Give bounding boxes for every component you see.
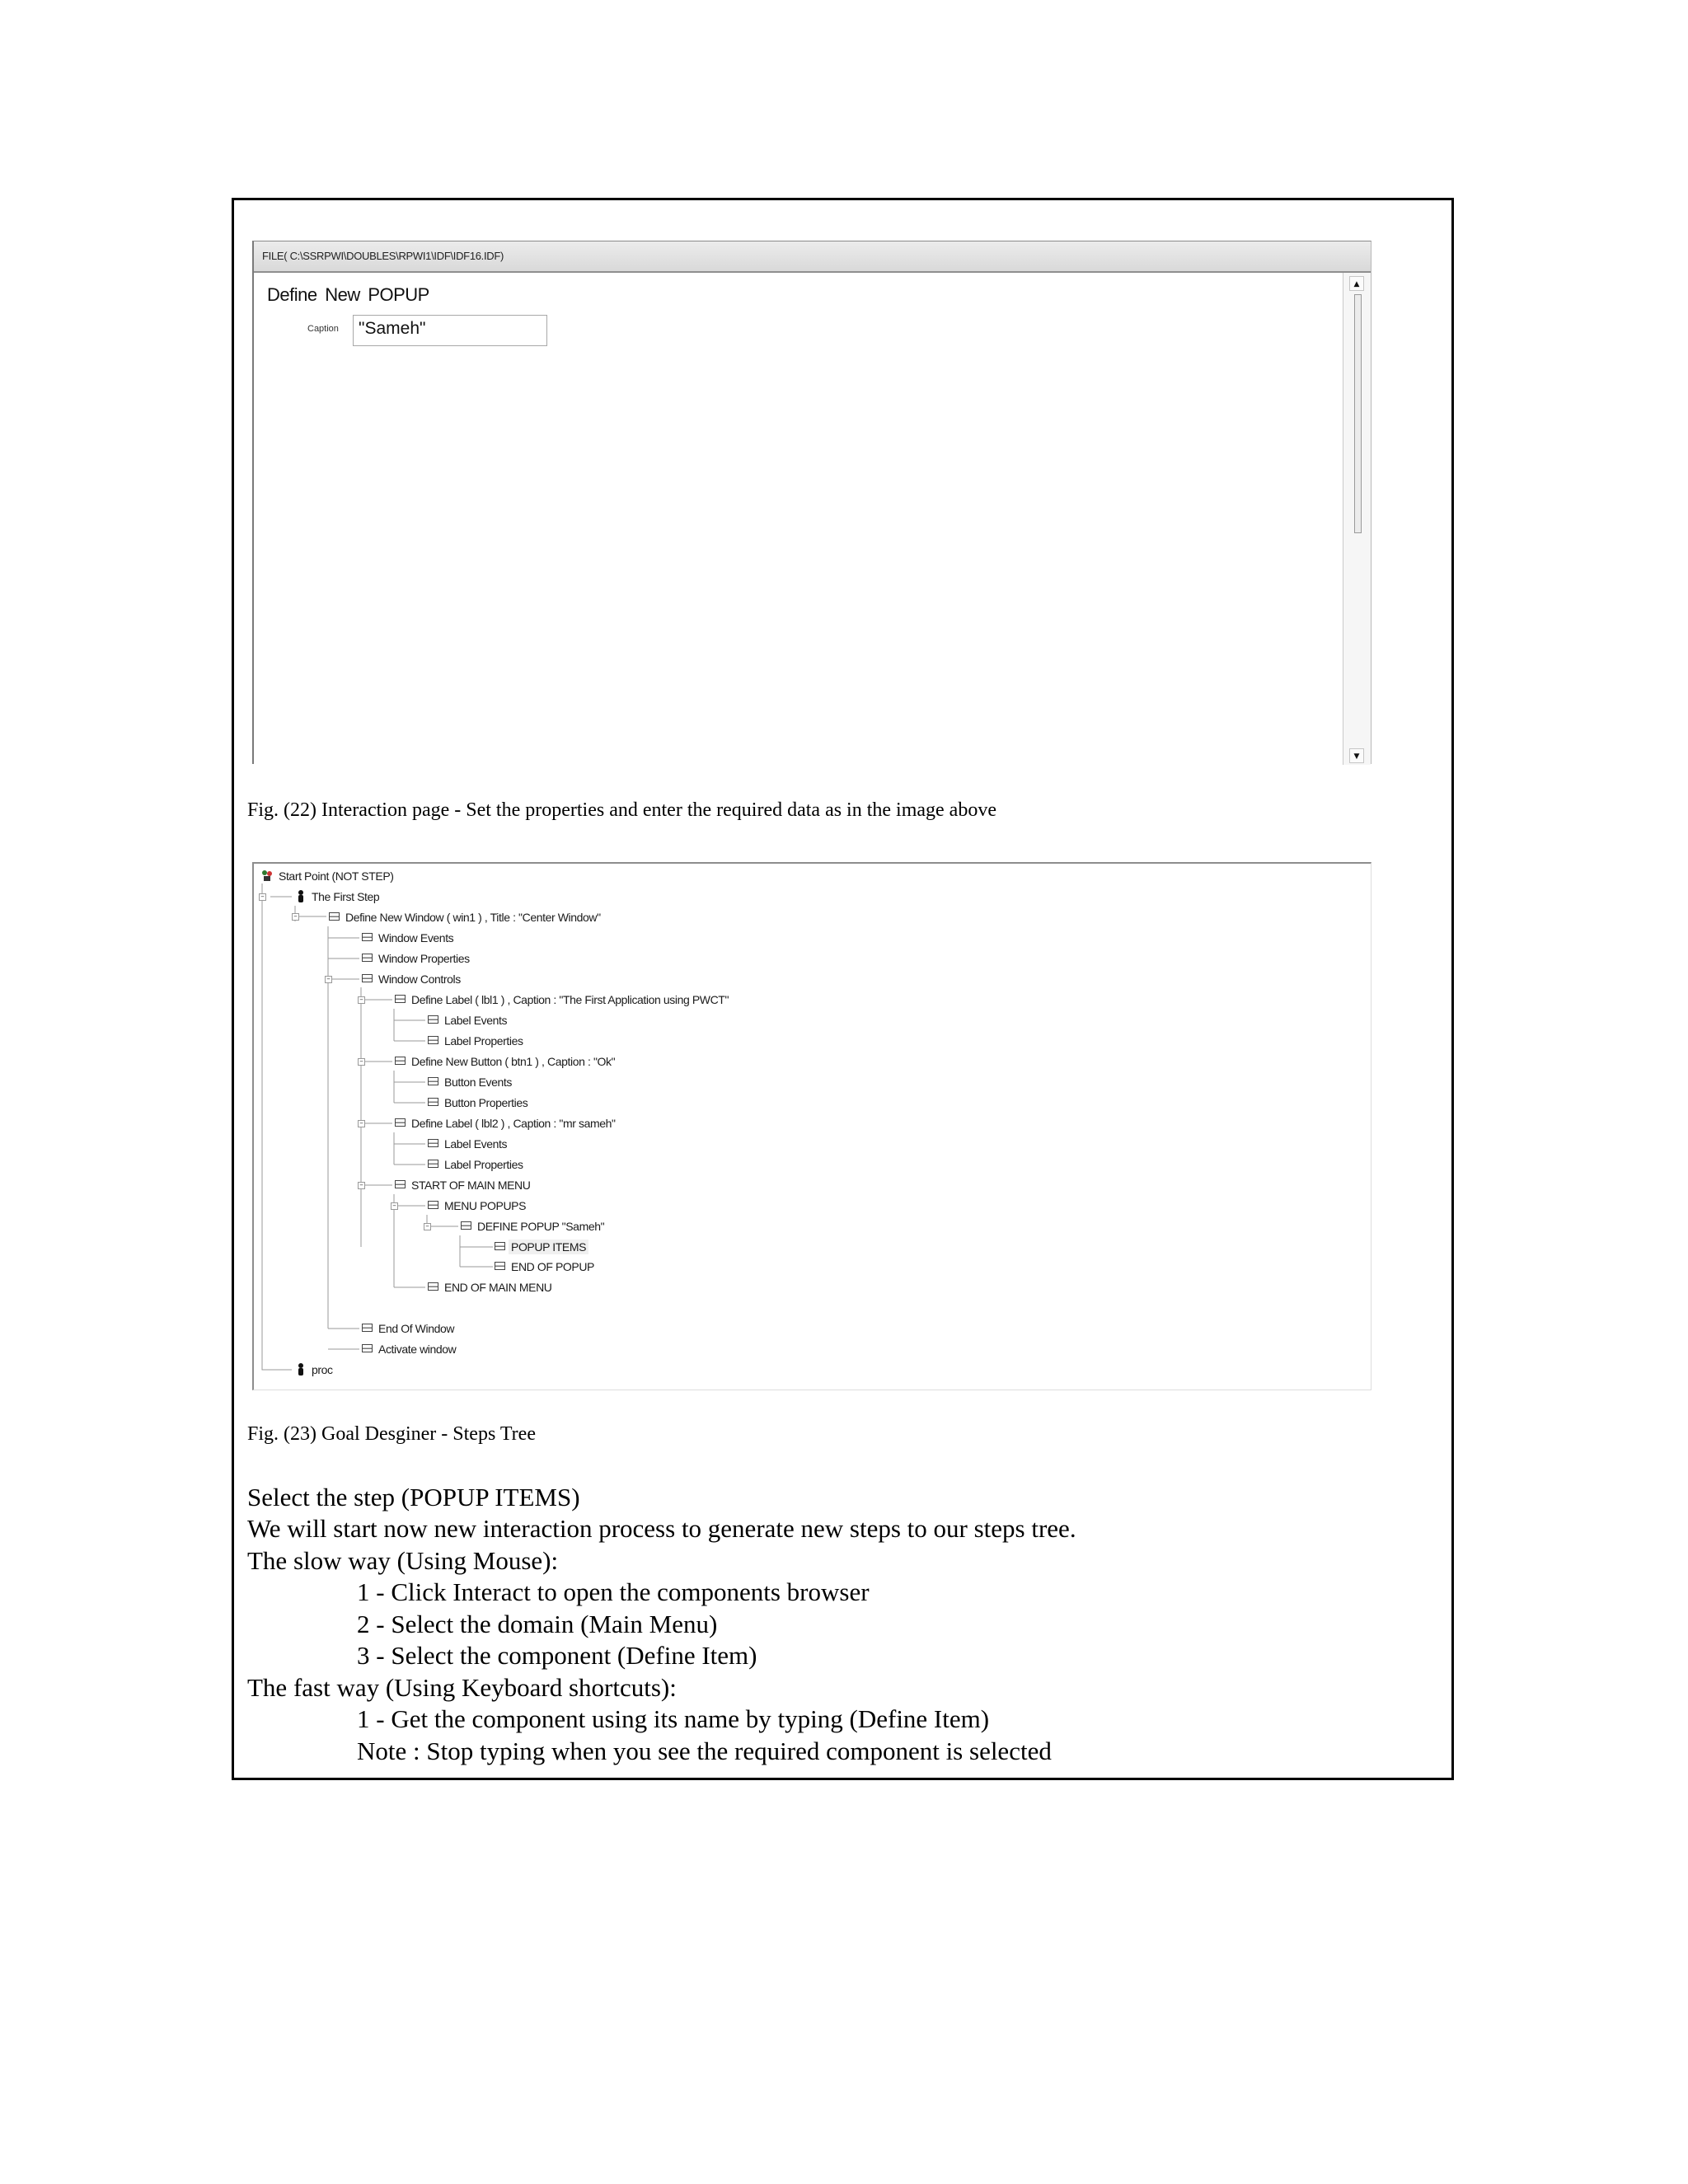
tree-node-proc[interactable]: proc: [312, 1361, 333, 1379]
tree-node-activate-window[interactable]: Activate window: [378, 1340, 456, 1358]
step-box-icon: [428, 1160, 438, 1168]
instruction-step: 2 - Select the domain (Main Menu): [357, 1610, 718, 1638]
tree-node-end-of-main-menu[interactable]: END OF MAIN MENU: [444, 1278, 552, 1296]
step-box-icon: [428, 1098, 438, 1106]
step-box-icon: [495, 1262, 505, 1270]
instruction-line: We will start now new interaction process to generate new steps to our steps tree.: [247, 1514, 1076, 1543]
instruction-step: 1 - Get the component using its name by typing (Define Item): [357, 1704, 990, 1733]
step-box-icon: [329, 912, 340, 921]
tree-node-label2-properties[interactable]: Label Properties: [444, 1155, 523, 1174]
expander-window-controls[interactable]: –: [325, 976, 332, 983]
tree-node-define-label1[interactable]: Define Label ( lbl1 ) , Caption : "The First Application using PWCT": [411, 991, 729, 1009]
step-person-icon: [297, 889, 305, 904]
step-box-icon: [461, 1221, 471, 1230]
tree-node-start-main-menu[interactable]: START OF MAIN MENU: [411, 1176, 530, 1194]
tree-node-define-window[interactable]: Define New Window ( win1 ) , Title : "Center Window": [345, 908, 601, 926]
step-box-icon: [395, 1180, 406, 1188]
expander-label1[interactable]: –: [358, 996, 365, 1004]
tree-node-define-label2[interactable]: Define Label ( lbl2 ) , Caption : "mr sameh": [411, 1114, 616, 1132]
tree-node-label1-events[interactable]: Label Events: [444, 1011, 507, 1029]
file-path-titlebar: FILE( C:\SSRPWI\DOUBLES\RPWI1\IDF\IDF16.IDF): [254, 241, 1371, 273]
define-popup-heading: Define New POPUP: [267, 284, 429, 305]
step-box-icon: [495, 1242, 505, 1250]
instruction-step: 3 - Select the component (Define Item): [357, 1641, 757, 1670]
tree-node-first-step[interactable]: The First Step: [312, 888, 379, 906]
step-box-icon: [395, 995, 406, 1003]
tree-node-end-of-popup[interactable]: END OF POPUP: [511, 1258, 594, 1276]
step-box-icon: [428, 1282, 438, 1291]
tree-node-define-button[interactable]: Define New Button ( btn1 ) , Caption : "Ok": [411, 1052, 615, 1071]
step-box-icon: [428, 1015, 438, 1024]
instruction-line: Select the step (POPUP ITEMS): [247, 1483, 580, 1511]
tree-node-end-of-window[interactable]: End Of Window: [378, 1319, 454, 1338]
step-box-icon: [428, 1036, 438, 1044]
caption-input[interactable]: "Sameh": [353, 315, 547, 346]
step-box-icon: [362, 974, 373, 982]
expander-first-step[interactable]: –: [259, 893, 266, 901]
tree-node-window-controls[interactable]: Window Controls: [378, 970, 461, 988]
instruction-note: Note : Stop typing when you see the required component is selected: [357, 1736, 1052, 1765]
expander-button[interactable]: –: [358, 1058, 365, 1066]
tree-node-window-events[interactable]: Window Events: [378, 929, 453, 947]
tree-node-button-events[interactable]: Button Events: [444, 1073, 512, 1091]
instruction-step: 1 - Click Interact to open the components browser: [357, 1577, 870, 1606]
step-box-icon: [428, 1077, 438, 1085]
step-box-icon: [362, 954, 373, 962]
tree-node-label2-events[interactable]: Label Events: [444, 1135, 507, 1153]
tree-node-window-properties[interactable]: Window Properties: [378, 949, 470, 968]
interaction-page-figure: [252, 241, 1372, 764]
figure-22-caption: Fig. (22) Interaction page - Set the properties and enter the required data as in the image above: [247, 799, 996, 821]
tree-node-menu-popups[interactable]: MENU POPUPS: [444, 1197, 526, 1215]
vertical-scrollbar[interactable]: [1343, 273, 1371, 765]
scroll-up-icon[interactable]: ▲: [1349, 276, 1364, 291]
tree-node-popup-items[interactable]: POPUP ITEMS: [511, 1238, 588, 1256]
steps-tree-figure: [252, 862, 1372, 1390]
tree-node-define-popup[interactable]: DEFINE POPUP "Sameh": [477, 1217, 604, 1235]
step-box-icon: [428, 1139, 438, 1147]
expander-label2[interactable]: –: [358, 1120, 365, 1127]
start-point-icon: [260, 869, 274, 882]
scroll-down-icon[interactable]: ▼: [1349, 748, 1364, 763]
step-box-icon: [395, 1118, 406, 1127]
expander-window[interactable]: –: [292, 913, 299, 921]
expander-define-popup[interactable]: –: [424, 1223, 431, 1230]
step-box-icon: [395, 1057, 406, 1065]
step-box-icon: [362, 933, 373, 941]
caption-field-label: Caption: [307, 324, 339, 334]
tree-node-label1-properties[interactable]: Label Properties: [444, 1032, 523, 1050]
tree-node-button-properties[interactable]: Button Properties: [444, 1094, 528, 1112]
step-box-icon: [362, 1344, 373, 1352]
tree-node-start-point[interactable]: Start Point (NOT STEP): [279, 867, 394, 885]
step-person-icon: [297, 1362, 305, 1377]
instruction-line: The fast way (Using Keyboard shortcuts):: [247, 1673, 677, 1702]
instruction-line: The slow way (Using Mouse):: [247, 1546, 559, 1575]
figure-23-caption: Fig. (23) Goal Desginer - Steps Tree: [247, 1423, 536, 1445]
step-box-icon: [362, 1324, 373, 1332]
scroll-thumb[interactable]: [1354, 294, 1362, 533]
expander-main-menu[interactable]: –: [358, 1182, 365, 1189]
step-box-icon: [428, 1201, 438, 1209]
expander-menu-popups[interactable]: –: [391, 1202, 398, 1210]
